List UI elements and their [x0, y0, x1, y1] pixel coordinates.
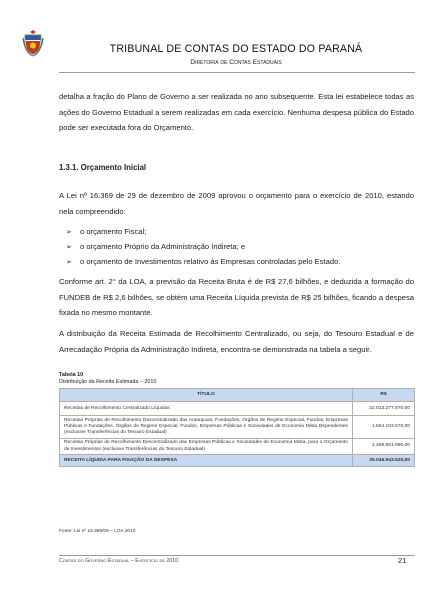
- table-row: [60, 416, 415, 438]
- paragraph-distribution: A distribuição da Receita Estimada de Recolhimento Centralizado, ou seja, do Tesouro Estadual e de Arrecadação Própria da Administração Indireta, encontra-se demonstrada na tabela a seguir.: [59, 329, 414, 354]
- revenue-table: [59, 388, 415, 467]
- table-row: [60, 402, 415, 416]
- row-title: Receitas Próprias de Recolhimento Descentralizado das Empresas Públicas e Sociedades de Economia Mista, para o Orçamento de Investimentos (exclusive Transferências do Tesouro Estadual): [60, 438, 353, 454]
- table-header-row: [60, 389, 415, 402]
- column-header-title: TÍTULO: [60, 389, 353, 402]
- paragraph-law: A Lei nº 16.369 de 29 de dezembro de 2009 aprovou o orçamento para o exercício de 2010, estando nela compreendido:: [59, 191, 414, 216]
- row-value: 1.469.561.990,00: [353, 438, 415, 454]
- page-number: 21: [398, 556, 407, 565]
- header-divider: [59, 72, 415, 73]
- arrow-bullet-icon: ➢: [66, 244, 72, 251]
- paragraph-revenue: Conforme art. 2° da LOA, a previsão da Receita Bruta é de R$ 27,6 bilhões, e deduzida a formação do FUNDEB de R$ 2,6 bilhões, se obtém uma Receita Líquida prevista de R$ 25 bilhões, ficando a despesa fixada no mesmo montante.: [59, 277, 414, 318]
- table-row: [60, 438, 415, 454]
- table-caption: [59, 372, 156, 386]
- table-title: Distribuição da Receita Estimada – 2010: [59, 379, 157, 385]
- section-heading: 1.3.1. Orçamento Inicial: [59, 163, 147, 172]
- bullet-list: [66, 224, 340, 269]
- footer-text: Contas do Governo Estadual – Exercício de 2010: [59, 558, 179, 564]
- list-item-text: o orçamento Fiscal;: [80, 227, 147, 236]
- total-title: RECEITA LÍQUIDA PARA FIXAÇÃO DA DESPESA: [60, 455, 353, 467]
- table-number: Tabela 10: [59, 372, 84, 378]
- page-subtitle: Diretoria de Contas Estaduais: [190, 59, 282, 66]
- row-title: Receitas Próprias de Recolhimento Descentralizado das Autarquias, Fundações, Órgãos de Regime Especial, Fundos, Empresas Públicas e Fundações, Órgãos de Regime Especial, Fundos, Empresas Públicas e Sociedades de Economia Mista Dependentes (exclusive Transferências do Tesouro Estadual): [60, 416, 353, 438]
- list-item-text: o orçamento Próprio da Administração Indireta; e: [80, 242, 246, 251]
- list-item-text: o orçamento de Investimentos relativo às Empresas controladas pelo Estado.: [80, 257, 341, 266]
- table-source: Fonte: Lei nº 16.369/09 – LOA 2010: [59, 529, 136, 534]
- page-title: TRIBUNAL DE CONTAS DO ESTADO DO PARANÁ: [109, 43, 363, 55]
- parana-coat-of-arms-icon: [22, 29, 44, 57]
- arrow-bullet-icon: ➢: [66, 259, 72, 266]
- row-value: 1.564.103.570,00: [353, 416, 415, 438]
- list-item: [66, 254, 340, 269]
- footer-divider: [59, 555, 415, 556]
- paragraph-continuation: detalha a fração do Plano de Governo a ser realizada no ano subsequente. Esta lei estabelece todas as ações do Governo Estadual a serem realizadas em cada exercício. Nenhuma despesa pública do Estado pode ser executada fora do Orçamento.: [59, 92, 414, 133]
- total-value: 25.046.943.520,00: [353, 455, 415, 467]
- arrow-bullet-icon: ➢: [66, 229, 72, 236]
- list-item: [66, 224, 340, 239]
- column-header-value: R$: [353, 389, 415, 402]
- row-title: Receitas de Recolhimento Centralizado Líquidas: [60, 402, 353, 416]
- table-total-row: [60, 455, 415, 467]
- list-item: [66, 239, 340, 254]
- row-value: 22.013.277.970,00: [353, 402, 415, 416]
